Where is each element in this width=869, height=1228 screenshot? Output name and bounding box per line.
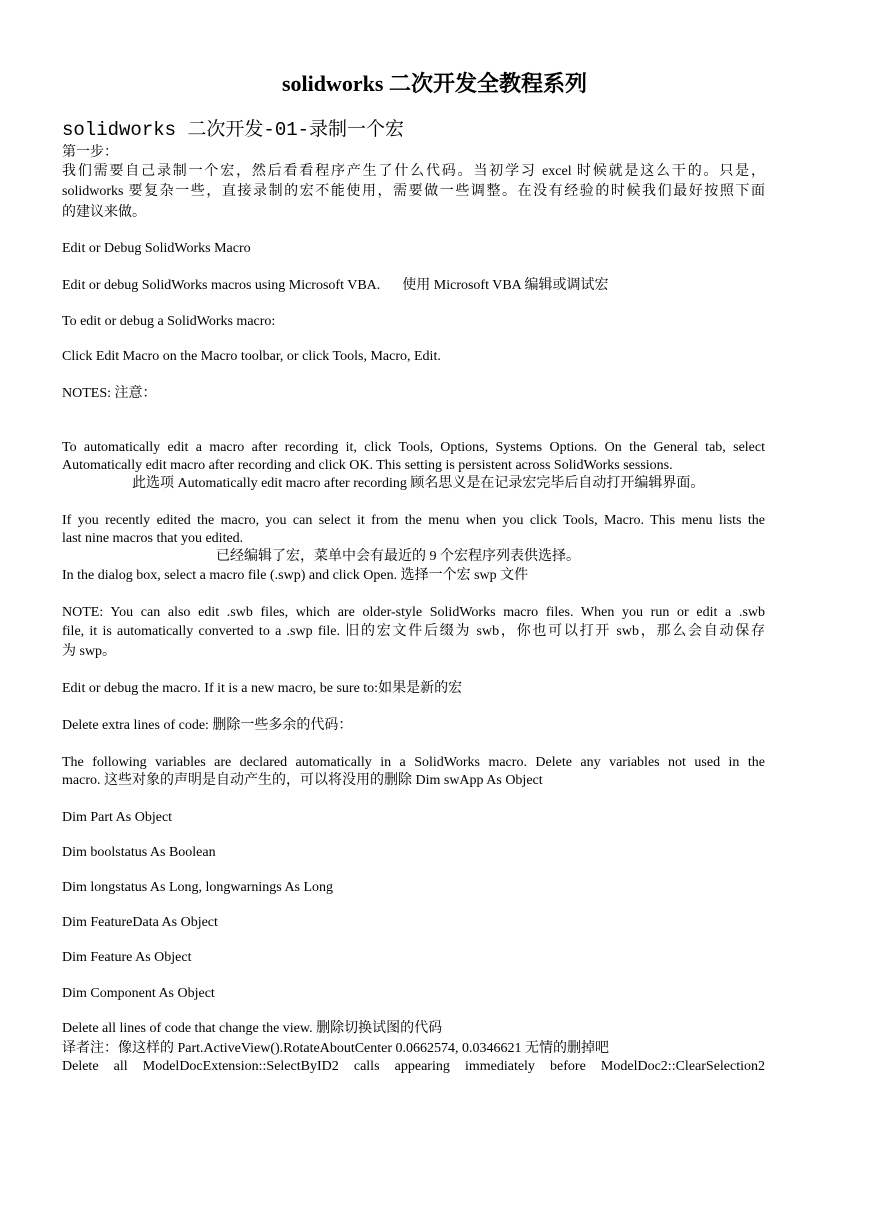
paragraph: Edit or debug the macro. If it is a new macro, be sure to:如果是新的宏 [62,681,463,696]
code-line: Dim Feature As Object [62,950,192,965]
intro-line: 我们需要自己录制一个宏，然后看看程序产生了什么代码。当初学习 excel 时候就是这么干的。只是， [62,164,765,179]
paragraph-line: Delete all ModelDocExtension::SelectByID2 calls appearing immediately before ModelDoc2::ClearSelection2 [62,1059,765,1074]
document-title: solidworks 二次开发全教程系列 [282,71,587,96]
code-line: Dim longstatus As Long, longwarnings As Long [62,880,334,895]
paragraph-line: To automatically edit a macro after recording it, click Tools, Options, Systems Options. On the General tab, select [62,440,765,455]
paragraph [62,277,765,295]
paragraph-line: The following variables are declared automatically in a SolidWorks macro. Delete any variables not used in the [62,755,765,770]
intro-line: solidworks 要复杂一些，直接录制的宏不能使用，需要做一些调整。在没有经验的时候我们最好按照下面 [62,184,765,199]
section-heading: solidworks 二次开发-01-录制一个宏 [62,119,405,141]
paragraph-line: file, it is automatically converted to a .swp file. 旧的宏文件后缀为 swb，你也可以打开 swb，那么会自动保存 [62,624,765,639]
paragraph-line: In the dialog box, select a macro file (.swp) and click Open. 选择一个宏 swp 文件 [62,568,529,583]
paragraph-line: If you recently edited the macro, you can select it from the menu when you click Tools, Macro. This menu lists the [62,513,765,528]
paragraph-line: Delete all lines of code that change the view. 删除切换试图的代码 [62,1021,443,1036]
paragraph-line: 为 swp。 [62,644,117,659]
code-line: Dim Component As Object [62,986,215,1001]
paragraph: To edit or debug a SolidWorks macro: [62,314,276,329]
paragraph: Click Edit Macro on the Macro toolbar, or click Tools, Macro, Edit. [62,349,441,364]
code-line: Dim boolstatus As Boolean [62,845,216,860]
paragraph-line: NOTE: You can also edit .swb files, which are older-style SolidWorks macro files. When you run or edit a .swb [62,605,765,620]
paragraph: Edit or Debug SolidWorks Macro [62,241,251,256]
step-label: 第一步： [62,145,118,160]
paragraph-line: macro. 这些对象的声明是自动产生的，可以将没用的删除 Dim swApp As Object [62,773,543,788]
paragraph-line: last nine macros that you edited. [62,531,244,546]
intro-line: 的建议来做。 [62,205,146,220]
code-line: Dim Part As Object [62,810,173,825]
paragraph-line: 此选项 Automatically edit macro after recording 顾名思义是在记录宏完毕后自动打开编辑界面。 [132,476,705,491]
paragraph-line: Automatically edit macro after recording and click OK. This setting is persistent across SolidWorks sessions. [62,458,673,473]
paragraph-line: 已经编辑了宏，菜单中会有最近的 9 个宏程序列表供选择。 [216,549,580,564]
code-line: Dim FeatureData As Object [62,915,218,930]
edit-desc-cn: 使用 Microsoft VBA 编辑或调试宏 [402,278,609,293]
edit-desc-en: Edit or debug SolidWorks macros using Microsoft VBA. [62,278,381,293]
paragraph: NOTES: 注意： [62,386,157,401]
paragraph-line: 译者注：像这样的 Part.ActiveView().RotateAboutCenter 0.0662574, 0.0346621 无情的删掉吧 [62,1041,610,1056]
paragraph: Delete extra lines of code: 删除一些多余的代码： [62,718,353,733]
